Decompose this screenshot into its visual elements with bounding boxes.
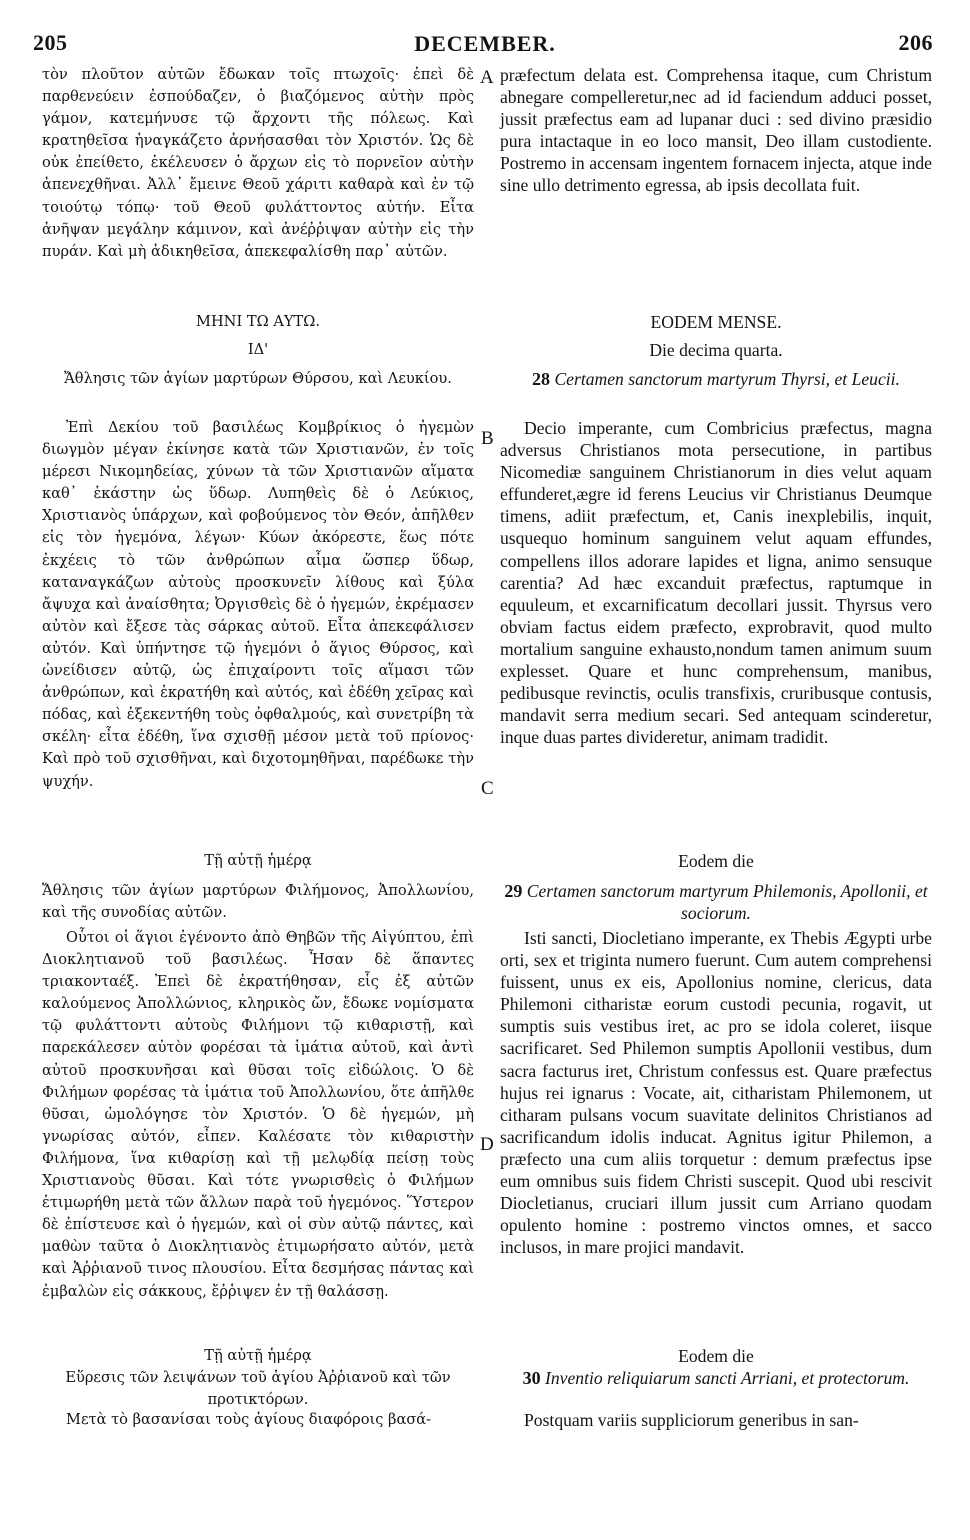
latin-eodem-die-heading: Eodem die (678, 851, 754, 871)
latin-day-heading: Die decima quarta. (649, 340, 783, 360)
entry-number-29: 29 (504, 881, 523, 901)
left-page-number: 205 (33, 30, 68, 55)
section-marker-d: D (480, 1134, 494, 1155)
latin-title-29-text: Certamen sanctorum martyrum Philemonis, Apollonii, et sociorum. (526, 881, 928, 924)
latin-title-30-text: Inventio reliquiarum sancti Arriani, et protectorum. (545, 1368, 910, 1388)
latin-title-30 (500, 1367, 932, 1409)
entry-number-30: 30 (522, 1368, 541, 1388)
right-page-number: 206 (898, 30, 933, 55)
latin-body-29: Isti sancti, Diocletiano imperante, ex Thebis Ægypti urbe orti, sex et triginta numero fuerunt. Cum autem comprehensi fuissent, unus ex eis, Apollonius nomine, clericus, data Philemoni citharistæ eorum custodi pecunia, rogavit, ut sumptis suis vestibus iret, ac pro se idola coleret, iisque sacrificaret. Sed Philemon sumptis Apollonii vestibus, dum sacra facturus iret, Christum confessus est. Quare præfectus hujus rei ignarus : Vocate, ait, citharistam Philemonem, ut citharam pulsans vocum suavitate delinitos Christianos ad sacrificandum idolis inducat. Agnitus igitur Philemon, a præfecto una cum aliis torquetur : demum præfectus ipse eum omnibus suis fidem Christi suscepit. Quod ubi rescivit Diocletianus, cruciari illum jussit cum Arriano quodam opulento homine : postremo vinctos omnes, et sacco inclusos, in mare projici mandavit. (500, 928, 932, 1258)
latin-body-30: Postquam variis suppliciorum generibus in san- (524, 1410, 859, 1430)
section-marker-c: C (481, 778, 494, 799)
greek-title-philemon: Ἄθλησις τῶν ἁγίων μαρτύρων Φιλήμονος, Ἀπολλωνίου, καὶ τῆς συνοδίας αὐτῶν. (42, 882, 474, 922)
latin-intro-paragraph: præfectum delata est. Comprehensa itaque, cum Christum abnegare compelleretur,nec ad id faciendum adduci posset, jussit præfectus eam ad lupanar duci : sed divino præsidio pura intactaque in eo loco mansit, Deo illam custodiente. Postremo in accensam ingentem fornacem injecta, atque inde sine ullo detrimento egressa, ab ipsis decollata fuit. (500, 65, 932, 196)
section-marker-b: B (481, 428, 494, 449)
latin-title-28-text: Certamen sanctorum martyrum Thyrsi, et Leucii. (554, 369, 900, 389)
greek-title-arrian: Εὕρεσις τῶν λειψάνων τοῦ ἁγίου Ἀῤῥιανοῦ καὶ τῶν προτικτόρων. (65, 1369, 451, 1409)
greek-intro-paragraph: τὸν πλοῦτον αὐτῶν ἔδωκαν τοῖς πτωχοῖς· ἐπεὶ δὲ παρθενεύειν ἐσπούδαζεν, ὁ βιαζόμενος αὐτὴν πρὸς γάμον, κατεμήνυσε τῷ ἄρχοντι τῆς πόλεως. Καὶ κρατηθεῖσα ἠναγκάζετο ἀρνήσασθαι τὸν Χριστόν. Ὡς δὲ οὐκ ἐπείθετο, ἐκέλευσεν ὁ ἄρχων εἰς τὸ πορνεῖον αὐτὴν ἀπενεχθῆναι. Ἀλλ᾽ ἔμεινε Θεοῦ χάριτι καθαρὰ καὶ ἐν τῷ τοιούτῳ τόπῳ· τοῦ Θεοῦ φυλάττοντος αὐτήν. Εἶτα ἀνῆψαν μεγάλην κάμινον, καὶ ἀνέῤῥιψαν αὐτὴν εἰς τὴν πυράν. Καὶ μὴ ἀδικηθεῖσα, ἀπεκεφαλίσθη παρ᾽ αὐτῶν. (42, 66, 474, 260)
greek-title-thyrsus-leucius: Ἄθλησις τῶν ἁγίων μαρτύρων Θύρσου, καὶ Λευκίου. (64, 370, 452, 387)
latin-body-28: Decio imperante, cum Combricius præfectus, magna adversus Christianos mota persecutione, in partibus Nicomediæ sanguinem Christianorum in dies velut aquam effunderet,ægre id ferens Leucius vir Christianus Deumque timens, adiit præfectum, et, Canis inexplebilis, inquit, usquequo hominum sanguinem velut aquam effundes, compellens illos adorare lapides et ligna, animo sensuque carentia? Ad hæc excanduit præfectus, raptumque in equuleum, et excarnificatum decollari jussit. Thyrsus vero obviam factus eidem præfecto, exprobravit, quod multo mortalium sanguine exhausto,nondum tamen animum suum explesset. Quare et hunc comprehensum, manibus, pedibusque revinctis, oculis transfixis, cruribusque contusis, mandavit serra medium secari. Sed antequam scinderetur, inque duas partes divideretur, animam tradidit. (500, 418, 932, 748)
latin-column (500, 64, 932, 1431)
greek-body-thyrsus-leucius: Ἐπὶ Δεκίου τοῦ βασιλέως Κομβρίκιος ὁ ἡγεμὼν διωγμὸν μέγαν ἐκίνησε κατὰ τῶν Χριστιανῶν, ἐν τοῖς μέρεσι Νικομηδείας, χύνων τὰ τῶν Χριστιανῶν αἵματα καθ᾽ ἑκάστην ὡς ὕδωρ. Λυπηθεὶς δὲ ὁ Λεύκιος, Χριστιανὸς ὑπάρχων, καὶ φοβούμενος τὸν Θεόν, ἀπῆλθεν εἰς τὸν ἡγεμόνα, λέγων· Κύων ἀκόρεστε, ἕως πότε ἐκχέεις τὸ τῶν ἀνθρώπων αἷμα ὥσπερ ὕδωρ, καταναγκάζων αὐτοὺς προσκυνεῖν λίθους καὶ ξύλα ἄψυχα καὶ ἀναίσθητα; Ὀργισθεὶς δὲ ὁ ἡγεμών, ἐκρέμασεν αὐτὸν καὶ ἔξεσε τὰς σάρκας αὐτοῦ. Εἶτα ἀπεκεφάλισεν αὐτόν. Καὶ ὑπήντησε τῷ ἡγεμόνι ὁ ἅγιος Θύρσος, καὶ ὠνείδισεν αὐτῷ, ὡς ἐπιχαίροντι τοῖς αἵμασι τῶν ἀνθρώπων, καὶ ἐκρατήθη καὶ αὐτός, καὶ ἐδέθη χεῖρας καὶ πόδας, καὶ ἐξεκεντήθη τοὺς ὀφθαλμούς, καὶ συνετρίβη τὰ σκέλη· εἶτα ἐδέθη, ἵνα σχισθῇ μέσον μετὰ τοῦ πρίονος· Καὶ πρὸ τοῦ σχισθῆναι, καὶ διχοτομηθῆναι, παρέδωκε τὴν ψυχήν. (42, 419, 474, 790)
greek-same-day-heading-2: Τῇ αὐτῇ ἡμέρᾳ (204, 1347, 312, 1364)
latin-month-heading: EODEM MENSE. (650, 312, 782, 332)
greek-body-philemon: Οὗτοι οἱ ἅγιοι ἐγένοντο ἀπὸ Θηβῶν τῆς Αἰγύπτου, ἐπὶ Διοκλητιανοῦ τοῦ βασιλέως. Ἦσαν δὲ ἅπαντες τριακονταέξ. Ἐπεὶ δὲ ἐκρατήθησαν, εἷς ἐξ αὐτῶν καλούμενος Ἀπολλώνιος, κληρικὸς ὤν, ἔδωκε νομίσματα τῷ φυλάττοντι αὐτοὺς Φιλήμονι τῷ κιθαριστῇ, καὶ παρεκάλεσεν αὐτὸν φορέσαι τὰ ἱμάτια αὐτοῦ, καὶ ἀντὶ αὐτοῦ προσκυνῆσαι καὶ θῦσαι τοῖς εἰδώλοις. Ὁ δὲ Φιλήμων φορέσας τὰ ἱμάτια τοῦ Ἀπολλωνίου, ὅτε ἀπῆλθε θῦσαι, ὡμολόγησε τὸν Χριστόν. Ὁ δὲ ἡγεμών, μὴ γνωρίσας αὐτόν, εἶπεν. Καλέσατε τὸν κιθαριστὴν Φιλήμονα, ἵνα κιθαρίσῃ καὶ τῇ μελῳδίᾳ πείσῃ τοὺς Χριστιανοὺς θῦσαι. Καὶ τότε γνωρισθεὶς ὁ Φιλήμων ἐτιμωρήθη μετὰ τῶν ἄλλων παρὰ τοῦ ἡγεμόνος. Ὕστερον δὲ ἐπίστευσε καὶ ὁ ἡγεμών, καὶ οἱ σὺν αὐτῷ πάντες, καὶ μαθὼν ταῦτα ὁ Διοκλητιανὸς ἐτιμωρήσατο αὐτόν, μετὰ καὶ Ἀῤῥιανοῦ τινος πλουσίου. Εἶτα δεσμήσας πάντας καὶ ἐμβαλὼν εἰς σάκκους, ἔῤῥιψεν ἐν τῇ θαλάσσῃ. (42, 929, 474, 1300)
latin-title-29 (500, 874, 932, 927)
greek-day-number: ΙΔ' (247, 341, 269, 358)
greek-same-day-heading: Τῇ αὐτῇ ἡμέρᾳ (204, 852, 312, 869)
greek-month-heading: ΜΗΝΙ ΤΩ ΑΥΤΩ. (196, 313, 320, 330)
latin-title-28 (500, 368, 932, 417)
running-head-month: DECEMBER. (414, 31, 556, 56)
greek-body-arrian: Μετὰ τὸ βασανίσαι τοὺς ἁγίους διαφόροις βασά- (66, 1411, 432, 1428)
entry-number-28: 28 (532, 369, 551, 389)
section-marker-a: A (480, 67, 494, 88)
greek-column (42, 64, 474, 1431)
latin-eodem-die-heading-2: Eodem die (678, 1346, 754, 1366)
